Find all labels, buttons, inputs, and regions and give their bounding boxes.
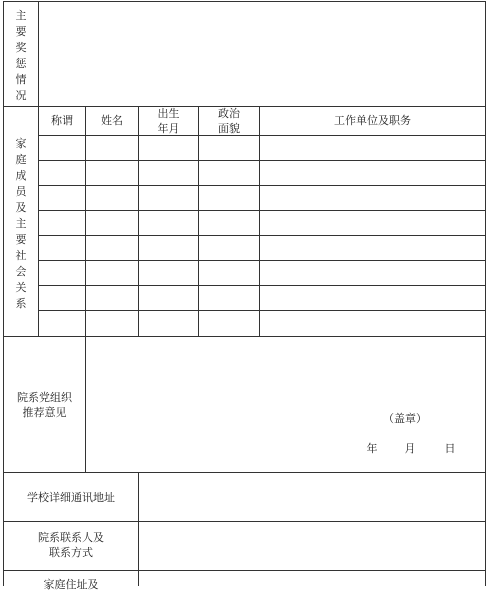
family-label-char: 及	[15, 201, 27, 214]
awards-label-char: 奖	[15, 41, 27, 54]
header-politics	[199, 106, 259, 136]
recommendation-label-line: 推荐意见	[22, 406, 67, 419]
table-row[interactable]	[39, 161, 485, 185]
family-label-char: 会	[15, 265, 27, 278]
awards-label-char: 要	[15, 25, 27, 38]
awards-label	[14, 8, 28, 104]
awards-label-char: 情	[15, 73, 27, 86]
awards-label-char: 况	[15, 89, 27, 102]
recommendation-content-field[interactable]	[86, 337, 485, 472]
family-label-char: 成	[15, 169, 27, 182]
table-row[interactable]	[39, 211, 485, 235]
date-month-label: 月	[404, 442, 416, 455]
header-birth-line: 出生	[157, 107, 180, 120]
header-work-unit: 工作单位及职务	[334, 114, 411, 127]
awards-label-char: 主	[15, 9, 27, 22]
family-label	[14, 136, 28, 312]
family-label-char: 员	[15, 185, 27, 198]
table-border-right	[485, 1, 486, 586]
stamp-label: （盖章）	[383, 412, 427, 425]
school-address-label: 学校详细通讯地址	[27, 491, 115, 504]
home-address-field[interactable]	[139, 571, 485, 586]
header-politics-line: 政治	[218, 107, 240, 120]
header-relation: 称谓	[51, 114, 73, 127]
family-label-char: 家	[15, 137, 27, 150]
table-row[interactable]	[39, 136, 485, 160]
family-label-char: 庭	[15, 153, 27, 166]
awards-content-field[interactable]	[39, 2, 485, 106]
table-row[interactable]	[39, 186, 485, 210]
school-address-field[interactable]	[139, 473, 485, 521]
contact-label-line: 联系方式	[49, 546, 93, 559]
table-row[interactable]	[39, 286, 485, 310]
home-address-label: 家庭住址及	[43, 578, 99, 591]
family-label-char: 社	[15, 249, 27, 262]
header-birth	[139, 106, 198, 136]
header-politics-line: 面貌	[218, 122, 240, 135]
awards-label-char: 惩	[15, 57, 27, 70]
family-label-char: 关	[15, 281, 27, 294]
table-row[interactable]	[39, 236, 485, 260]
table-row[interactable]	[39, 311, 485, 336]
header-name: 姓名	[101, 114, 123, 127]
recommendation-label-line: 院系党组织	[17, 391, 72, 404]
date-day-label: 日	[444, 442, 456, 455]
header-birth-line: 年月	[157, 122, 180, 135]
family-label-char: 系	[15, 297, 27, 310]
contact-label-line: 院系联系人及	[38, 531, 104, 544]
family-label-char: 主	[15, 217, 27, 230]
contact-label	[4, 530, 138, 560]
family-label-char: 要	[15, 233, 27, 246]
date-year-label: 年	[366, 442, 378, 455]
recommendation-label	[4, 390, 85, 420]
table-row[interactable]	[39, 261, 485, 285]
contact-field[interactable]	[139, 522, 485, 570]
